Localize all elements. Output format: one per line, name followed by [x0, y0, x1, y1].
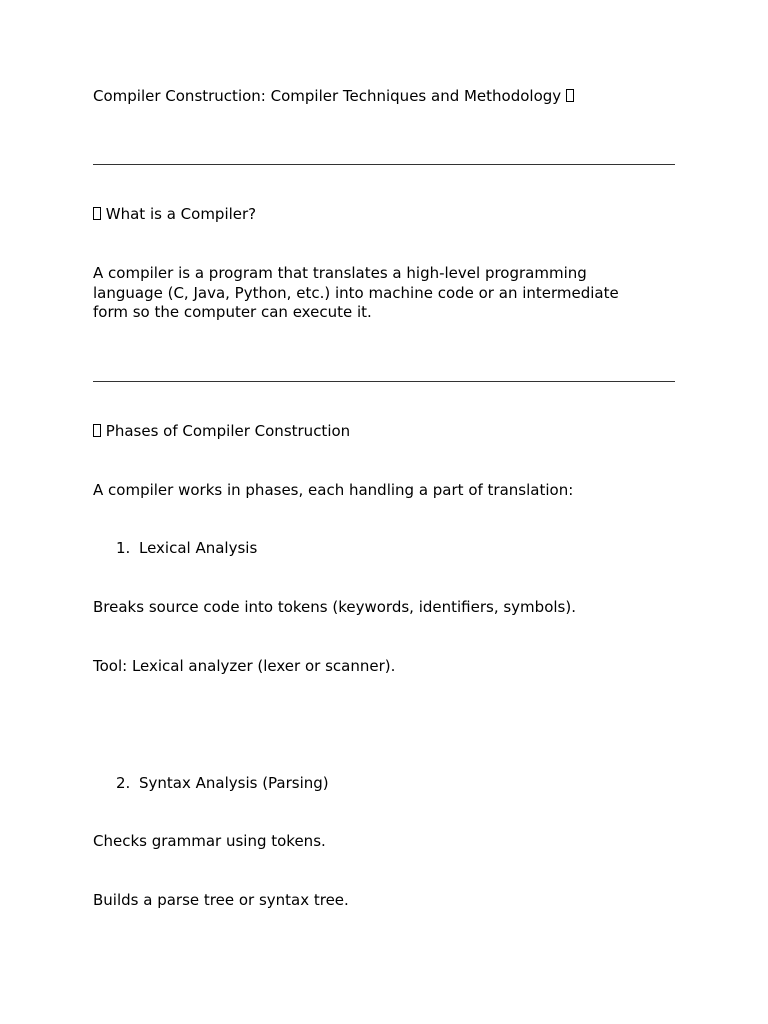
section-heading-line: [93, 205, 256, 225]
paragraph: Builds a parse tree or syntax tree.: [93, 891, 349, 909]
missing-glyph-icon: [93, 207, 101, 220]
list-item: [116, 774, 329, 794]
list-item-label: Lexical Analysis: [139, 539, 258, 557]
section-heading: Phases of Compiler Construction: [105, 422, 351, 440]
section-heading: What is a Compiler?: [105, 205, 257, 223]
missing-glyph-icon: [93, 424, 101, 437]
document-page: [93, 0, 675, 1024]
missing-glyph-icon: [566, 89, 574, 102]
list-number: 2.: [116, 774, 131, 792]
list-item-label: Syntax Analysis (Parsing): [139, 774, 329, 792]
paragraph: Breaks source code into tokens (keywords, identifiers, symbols).: [93, 598, 576, 616]
horizontal-divider: [93, 164, 675, 165]
horizontal-divider: [93, 381, 675, 382]
paragraph: A compiler is a program that translates a high-level programming language (C, Java, Python, etc.) into machine code or an intermediate form so the computer can execute it.: [93, 264, 619, 321]
paragraph: Checks grammar using tokens.: [93, 832, 326, 850]
document-title-line: [93, 87, 574, 107]
section-heading-line: [93, 422, 350, 442]
paragraph: A compiler works in phases, each handling a part of translation:: [93, 481, 574, 499]
list-number: 1.: [116, 539, 131, 557]
document-title: Compiler Construction: Compiler Techniques and Methodology: [93, 87, 562, 105]
list-item: [116, 539, 257, 559]
paragraph: Tool: Lexical analyzer (lexer or scanner).: [93, 657, 396, 675]
